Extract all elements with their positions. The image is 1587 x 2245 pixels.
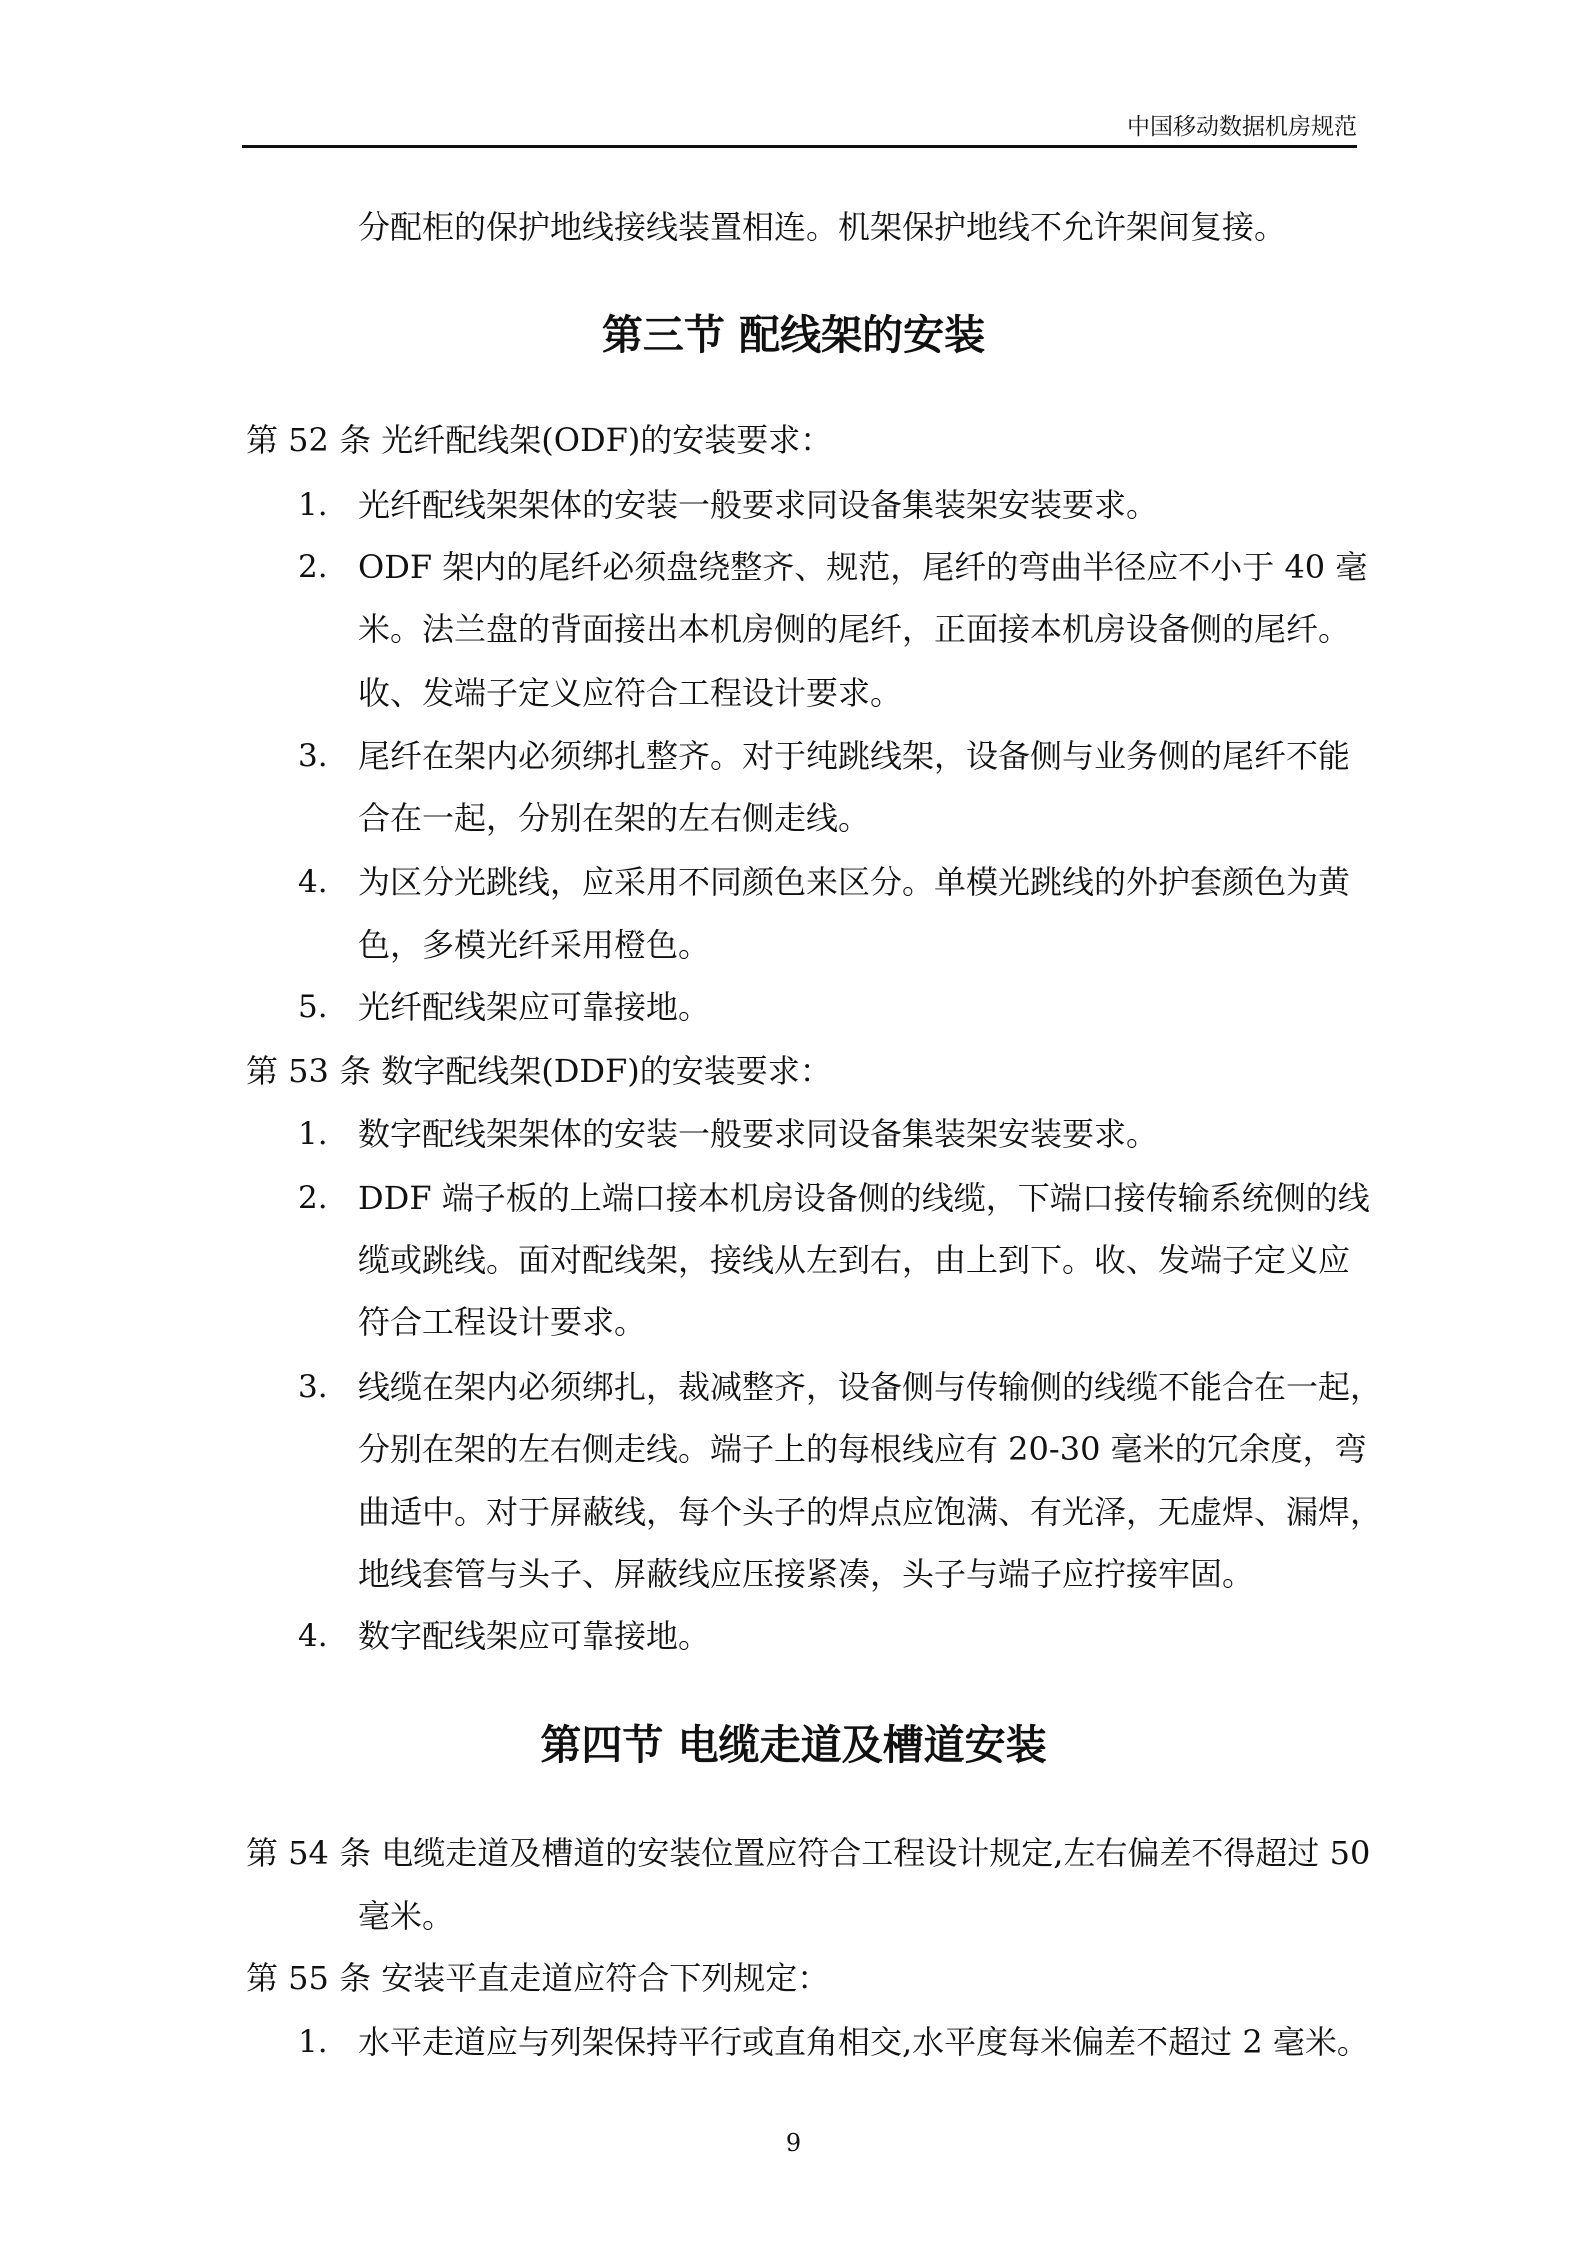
list-item-number: 1. — [298, 1116, 328, 1152]
list-item-text: DDF 端子板的上端口接本机房设备侧的线缆，下端口接传输系统侧的线 — [358, 1179, 1370, 1217]
article-line: 第 52 条 光纤配线架(ODF)的安装要求： — [246, 421, 833, 459]
section-heading: 第三节 配线架的安装 — [601, 311, 986, 359]
list-item-text: 尾纤在架内必须绑扎整齐。对于纯跳线架，设备侧与业务侧的尾纤不能 — [358, 737, 1351, 775]
list-item-number: 1. — [298, 2024, 328, 2060]
paragraph-line: 分别在架的左右侧走线。端子上的每根线应有 20-30 毫米的冗余度，弯 — [358, 1430, 1367, 1468]
list-item-text: ODF 架内的尾纤必须盘绕整齐、规范，尾纤的弯曲半径应不小于 40 毫 — [358, 548, 1368, 586]
paragraph-line: 地线套管与头子、屏蔽线应压接紧凑，头子与端子应拧接牢固。 — [358, 1555, 1255, 1593]
header-rule — [242, 145, 1357, 148]
list-item-text: 数字配线架应可靠接地。 — [358, 1617, 711, 1655]
paragraph-line: 毫米。 — [358, 1897, 455, 1935]
list-item-number: 4. — [298, 864, 328, 900]
list-item-number: 4. — [298, 1618, 328, 1654]
list-item-text: 为区分光跳线，应采用不同颜色来区分。单模光跳线的外护套颜色为黄 — [358, 863, 1351, 901]
list-item-text: 光纤配线架应可靠接地。 — [358, 988, 711, 1026]
list-item-number: 2. — [298, 549, 328, 585]
article-line: 第 55 条 安装平直走道应符合下列规定： — [246, 1959, 830, 1997]
list-item-text: 光纤配线架架体的安装一般要求同设备集装架安装要求。 — [358, 486, 1159, 524]
paragraph-line: 米。法兰盘的背面接出本机房侧的尾纤，正面接本机房设备侧的尾纤。 — [358, 610, 1351, 648]
paragraph-line: 色，多模光纤采用橙色。 — [358, 926, 711, 964]
page-number: 9 — [785, 2129, 802, 2157]
list-item-number: 3. — [298, 1369, 328, 1405]
paragraph-line: 符合工程设计要求。 — [358, 1303, 647, 1341]
list-item-text: 水平走道应与列架保持平行或直角相交,水平度每米偏差不超过 2 毫米。 — [358, 2023, 1369, 2061]
list-item-number: 5. — [298, 989, 328, 1025]
paragraph-line: 合在一起，分别在架的左右侧走线。 — [358, 799, 871, 837]
running-header: 中国移动数据机房规范 — [1127, 114, 1357, 140]
list-item-text: 线缆在架内必须绑扎，裁减整齐，设备侧与传输侧的线缆不能合在一起， — [358, 1368, 1383, 1406]
list-item-number: 3. — [298, 738, 328, 774]
list-item-number: 2. — [298, 1180, 328, 1216]
paragraph-line: 收、发端子定义应符合工程设计要求。 — [358, 674, 903, 712]
article-line: 第 53 条 数字配线架(DDF)的安装要求： — [246, 1052, 832, 1090]
paragraph-line: 缆或跳线。面对配线架，接线从左到右，由上到下。收、发端子定义应 — [358, 1241, 1351, 1279]
list-item-text: 数字配线架架体的安装一般要求同设备集装架安装要求。 — [358, 1115, 1159, 1153]
paragraph-line: 分配柜的保护地线接线装置相连。机架保护地线不允许架间复接。 — [358, 208, 1287, 246]
paragraph-line: 曲适中。对于屏蔽线，每个头子的焊点应饱满、有光泽，无虚焊、漏焊， — [358, 1493, 1383, 1531]
list-item-number: 1. — [298, 487, 328, 523]
section-heading: 第四节 电缆走道及槽道安装 — [540, 1721, 1047, 1769]
article-line: 第 54 条 电缆走道及槽道的安装位置应符合工程设计规定,左右偏差不得超过 50 — [246, 1834, 1371, 1872]
